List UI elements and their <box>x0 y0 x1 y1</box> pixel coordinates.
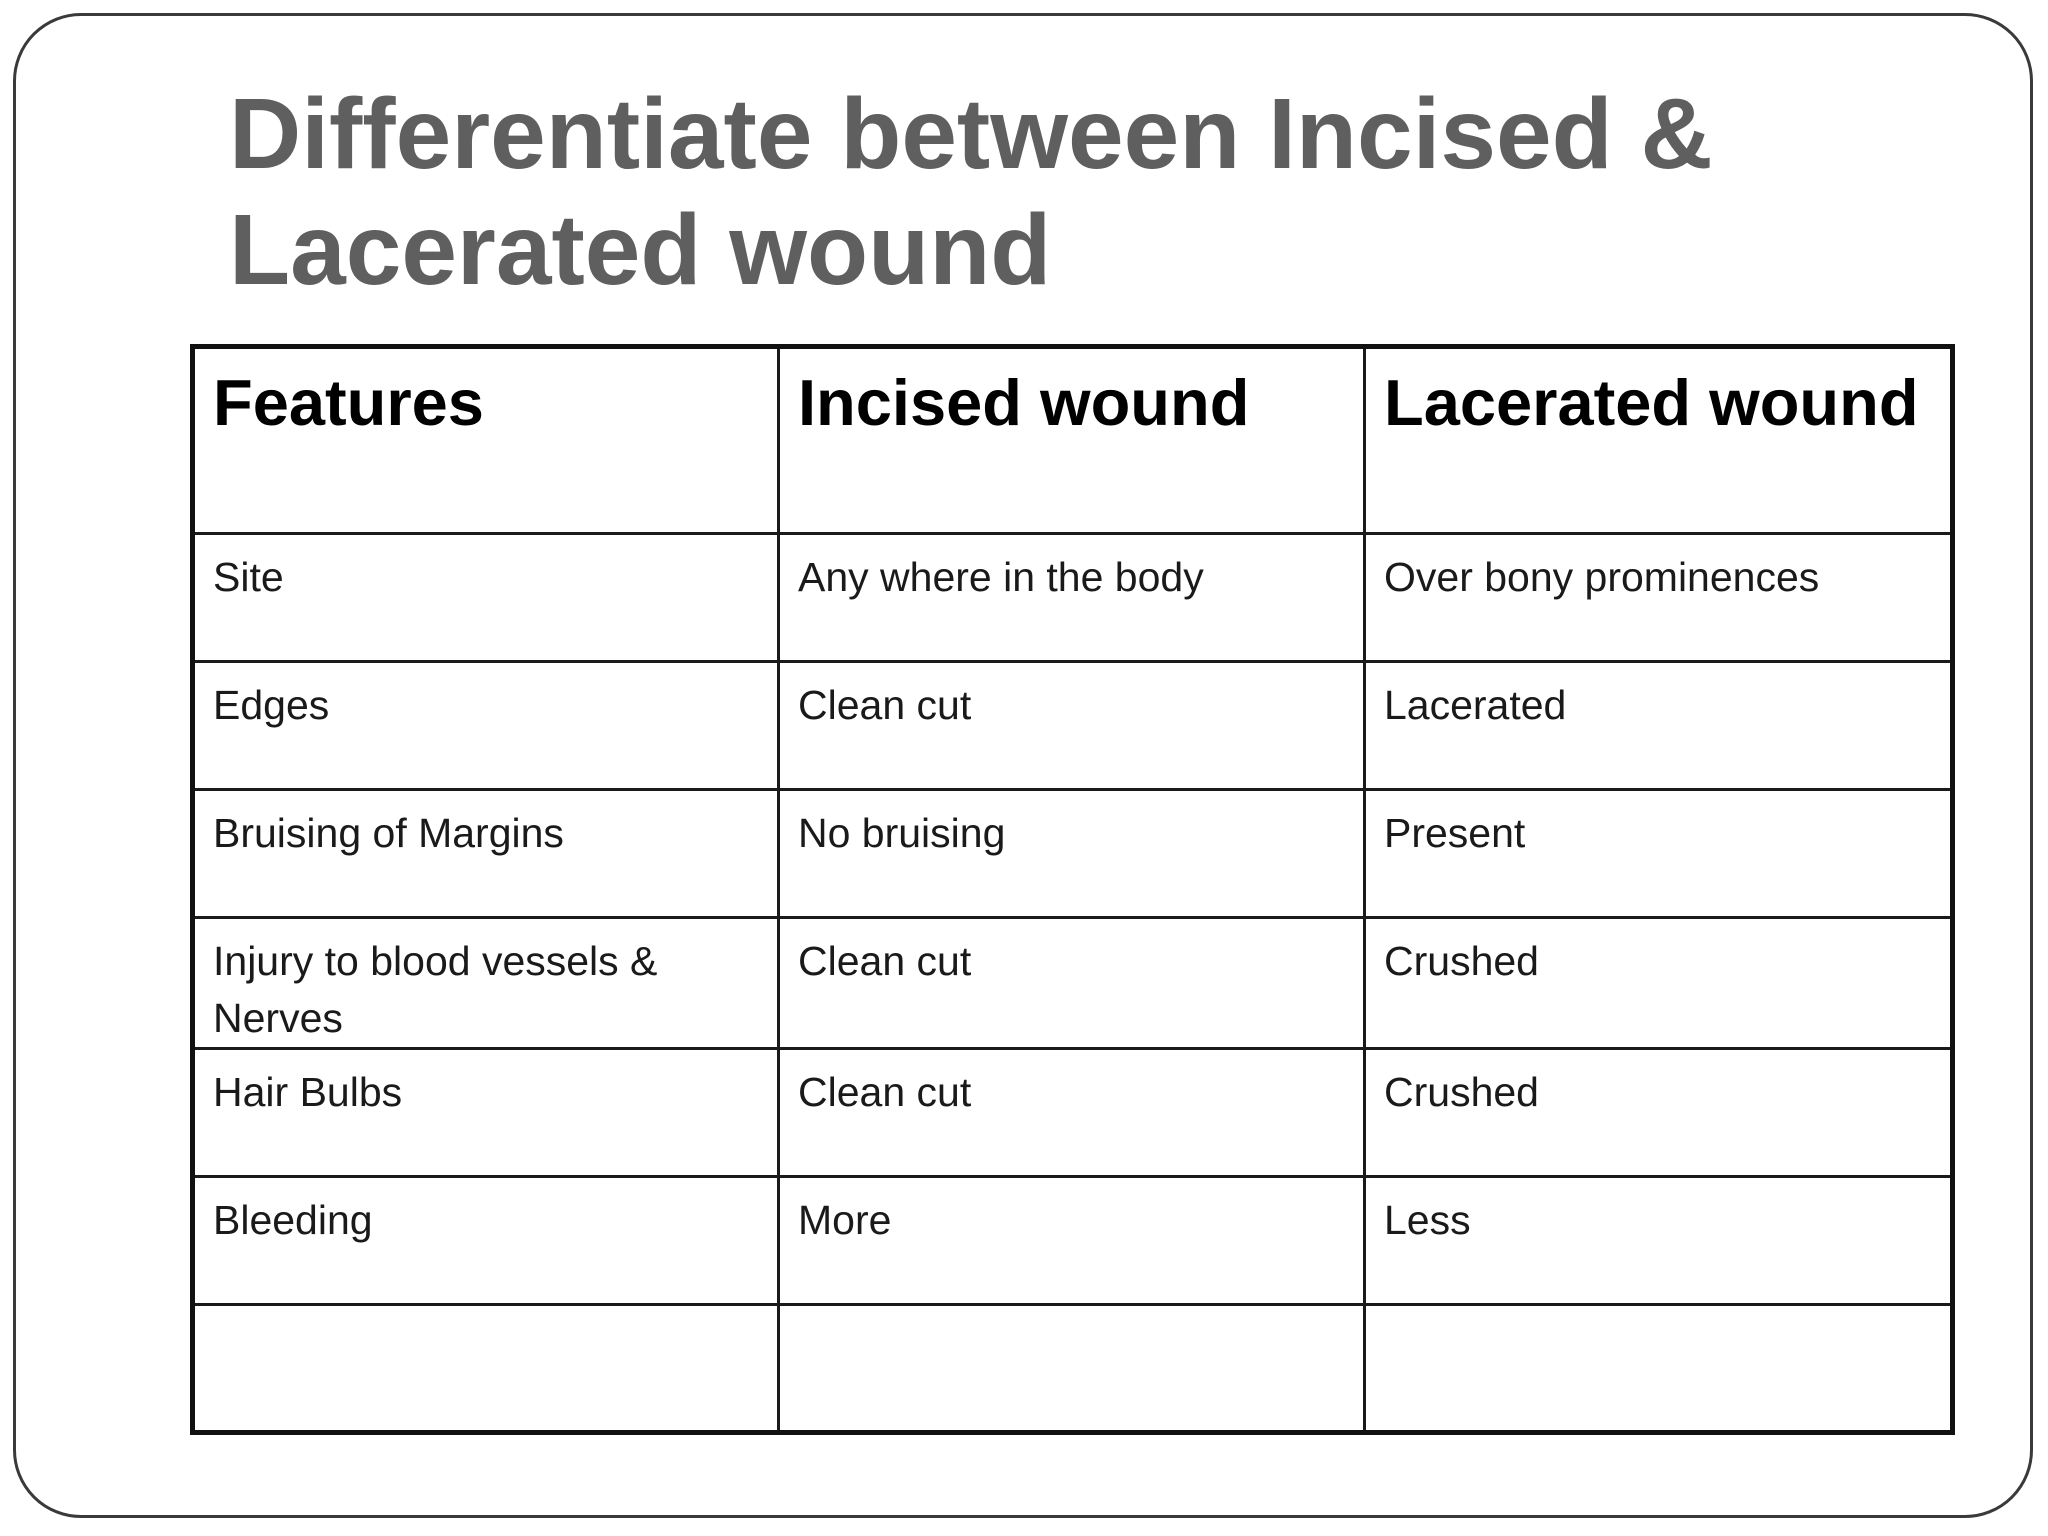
slide-title-line-2: Lacerated wound <box>229 194 1052 306</box>
table-row <box>193 1177 1953 1305</box>
feature-cell: Hair Bulbs <box>193 1049 779 1177</box>
comparison-table <box>190 344 1955 1435</box>
table-row <box>193 918 1953 1049</box>
lacerated-cell: Present <box>1365 790 1953 918</box>
lacerated-cell: Less <box>1365 1177 1953 1305</box>
table-row <box>193 662 1953 790</box>
incised-cell: Clean cut <box>779 918 1365 1049</box>
incised-cell: Clean cut <box>779 662 1365 790</box>
slide-title-line-1: Differentiate between Incised & <box>229 78 1713 190</box>
table-row <box>193 1049 1953 1177</box>
slide-title <box>229 76 1929 308</box>
table-header-row <box>193 347 1953 534</box>
lacerated-cell: Lacerated <box>1365 662 1953 790</box>
table-row-empty <box>193 1305 1953 1433</box>
header-incised-wound: Incised wound <box>779 347 1365 534</box>
incised-cell <box>779 1305 1365 1433</box>
table-row <box>193 790 1953 918</box>
lacerated-cell <box>1365 1305 1953 1433</box>
feature-cell: Site <box>193 534 779 662</box>
feature-cell: Bruising of Margins <box>193 790 779 918</box>
header-features: Features <box>193 347 779 534</box>
header-lacerated-wound: Lacerated wound <box>1365 347 1953 534</box>
feature-cell: Edges <box>193 662 779 790</box>
feature-cell: Bleeding <box>193 1177 779 1305</box>
incised-cell: Clean cut <box>779 1049 1365 1177</box>
feature-cell: Injury to blood vessels & Nerves <box>193 918 779 1049</box>
table-row <box>193 534 1953 662</box>
lacerated-cell: Over bony prominences <box>1365 534 1953 662</box>
incised-cell: More <box>779 1177 1365 1305</box>
incised-cell: No bruising <box>779 790 1365 918</box>
incised-cell: Any where in the body <box>779 534 1365 662</box>
feature-cell <box>193 1305 779 1433</box>
lacerated-cell: Crushed <box>1365 1049 1953 1177</box>
lacerated-cell: Crushed <box>1365 918 1953 1049</box>
